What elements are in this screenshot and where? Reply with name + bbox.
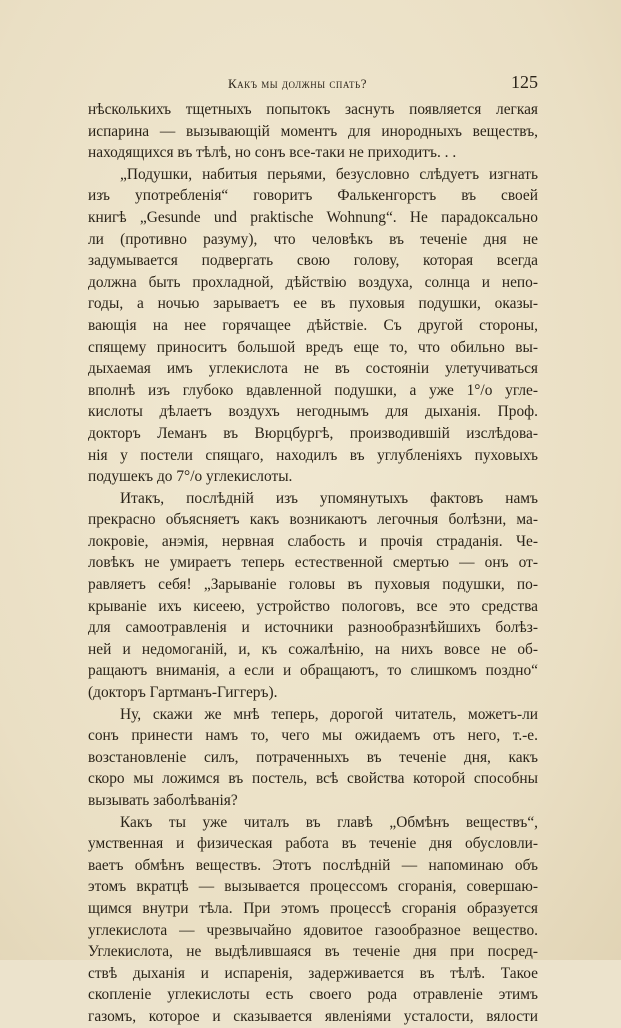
- text-line: „Подушки, набитыя перьями, безусловно слѣдуетъ изгнать: [120, 165, 538, 183]
- text-line: углекислота — чрезвычайно ядовитое газообразное вещество.: [88, 921, 538, 939]
- text-line: вполнѣ изъ глубоко вдавленной подушки, а уже 1°/о угле-: [88, 381, 538, 399]
- text-line: локровіе, анэмія, нервная слабость и прочія страданія. Че-: [88, 532, 538, 550]
- text-line: равляетъ себя! „Зарываніе головы въ пуховыя подушки, по-: [88, 576, 538, 594]
- text-line: докторъ Леманъ въ Вюрцбургѣ, производившій изслѣдова-: [88, 424, 538, 442]
- text-line: ваетъ обмѣнъ веществъ. Этотъ послѣдній — напоминаю объ: [88, 856, 538, 874]
- page-number: 125: [511, 72, 538, 92]
- text-line: скопленіе углекислоты есть своего рода отравленіе этимъ: [88, 986, 538, 1004]
- text-line: для самоотравленія и источники разнообразнѣйшихъ болѣз-: [88, 619, 538, 637]
- text-line: щимся внутри тѣла. При этомъ процессѣ сгоранія образуется: [88, 899, 538, 917]
- text-line: Углекислота, не выдѣлившаяся въ теченіе дня при посред-: [88, 943, 538, 961]
- text-line: книгѣ „Gesunde und praktische Wohnung“. Не парадоксально: [88, 208, 538, 226]
- text-line: ли (противно разуму), что человѣкъ въ теченіе дня не: [88, 230, 538, 248]
- paragraph: [88, 164, 538, 488]
- text-line: ращаютъ вниманія, а если и обращаютъ, то слишкомъ поздно“: [88, 662, 538, 680]
- text-line: крываніе ихъ кисеею, устройство пологовъ, все это средства: [88, 597, 538, 615]
- paragraph: [88, 99, 538, 164]
- text-line: ней и недомоганій, и, къ сожалѣнію, на нихъ вовсе не об-: [88, 640, 538, 658]
- text-line: (докторъ Гартманъ-Гиггеръ).: [88, 684, 278, 702]
- text-line: скоро мы ложимся въ постель, всѣ свойства которой способны: [88, 770, 538, 788]
- text-line: возстановленіе силъ, потраченныхъ въ теченіе дня, какъ: [88, 748, 538, 766]
- text-line: спящему приноситъ большой вредъ еще то, что обильно вы-: [88, 338, 538, 356]
- text-line: этомъ вкратцѣ — вызывается процессомъ сгоранія, совершаю-: [88, 878, 538, 896]
- paragraph: [88, 812, 538, 1028]
- text-line: газомъ, которое и сказывается явленіями усталости, вялости: [88, 1007, 538, 1025]
- text-line: Итакъ, послѣдній изъ упомянутыхъ фактовъ намъ: [120, 489, 538, 507]
- page-header: [88, 72, 538, 98]
- text-line: вающія на нее горячащее дѣйствіе. Съ другой стороны,: [88, 316, 538, 334]
- text-line: сонъ принести намъ то, чего мы ожидаемъ отъ него, т.-е.: [88, 727, 538, 745]
- text-line: нѣсколькихъ тщетныхъ попытокъ заснуть появляется легкая: [88, 101, 538, 118]
- text-line: ловѣкъ не умираетъ теперь естественной смертью — онъ от-: [88, 554, 538, 572]
- paragraph: [88, 704, 538, 812]
- text-line: дыхаемая имъ углекислота не въ состояніи улетучиваться: [88, 360, 538, 378]
- text-line: годы, а ночью зарываетъ ее въ пуховыя подушки, оказы-: [88, 295, 538, 313]
- text-line: Какъ ты уже читалъ въ главѣ „Обмѣнъ веществъ“,: [120, 813, 538, 831]
- text-line: ствѣ дыханія и испаренія, задерживается въ тѣлѣ. Такое: [88, 964, 538, 982]
- paragraph: [88, 488, 538, 704]
- text-line: Ну, скажи же мнѣ теперь, дорогой читатель, можетъ-ли: [120, 705, 538, 723]
- text-line: прекрасно объясняетъ какъ возникаютъ легочныя болѣзни, ма-: [88, 511, 538, 529]
- text-line: умственная и физическая работа въ теченіе дня обусловли-: [88, 835, 538, 853]
- text-line: кислоты дѣлаетъ воздухъ негоднымъ для дыханія. Проф.: [88, 403, 538, 421]
- text-line: испарина — вызывающій моментъ для инородныхъ веществъ,: [88, 122, 538, 140]
- text-line: нія у постели спящаго, находилъ въ углубленіяхъ пуховыхъ: [88, 446, 538, 464]
- text-line: подушекъ до 7°/о углекислоты.: [88, 468, 293, 486]
- running-title: Какъ мы должны спать?: [228, 76, 367, 91]
- page-body-text: [88, 99, 538, 1028]
- text-line: изъ употребленія“ говоритъ Фалькенгорстъ въ своей: [88, 187, 538, 205]
- text-line: должна быть прохладной, дѣйствію воздуха, солнца и непо-: [88, 273, 538, 291]
- text-line: находящихся въ тѣлѣ, но сонъ все-таки не приходитъ. . .: [88, 144, 457, 162]
- text-line: задумывается подвергать свою голову, которая всегда: [88, 252, 538, 270]
- text-line: вызывать заболѣванія?: [88, 792, 238, 809]
